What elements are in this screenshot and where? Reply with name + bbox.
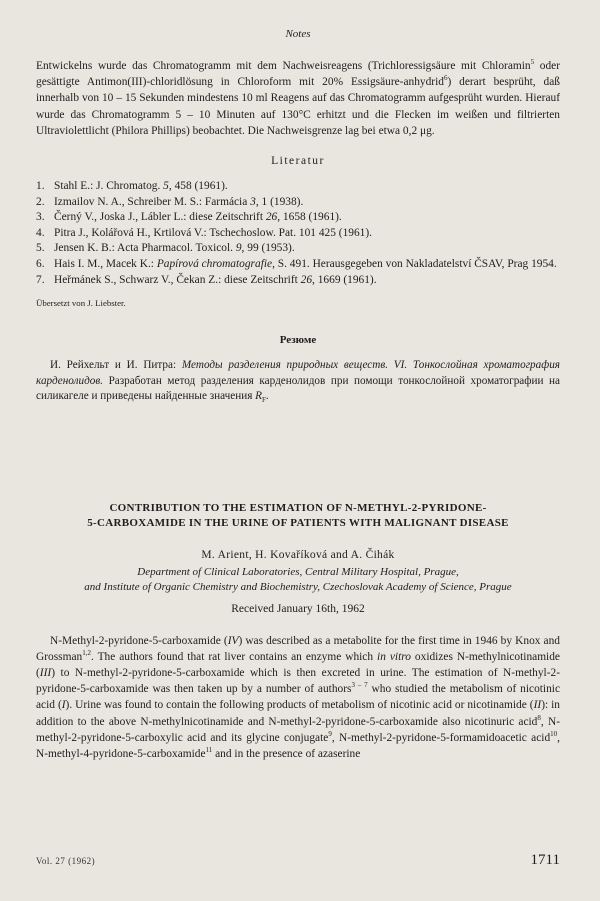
- reference-item: [36, 257, 560, 273]
- affiliation-line: and Institute of Organic Chemistry and Biochemistry, Czechoslovak Academy of Science, Prague: [84, 580, 512, 593]
- article-body-paragraph: [36, 633, 560, 763]
- translator-note: Übersetzt von J. Liebster.: [36, 298, 126, 309]
- reference-item: [36, 226, 560, 242]
- ref-italic: 9: [235, 242, 242, 255]
- reference-item: [36, 210, 560, 226]
- article-authors: M. Arient, H. Kovaříková and A. Čihák: [201, 548, 395, 561]
- page-number: 1711: [530, 852, 560, 868]
- text-run: , N-methyl-2-pyridone-5-carboxylic acid and its glycine conjugate: [36, 715, 560, 744]
- top-paragraph: [36, 58, 560, 139]
- ref-text: , 1658 (1961).: [277, 211, 342, 224]
- volume-info: Vol. 27 (1962): [36, 856, 96, 866]
- article-title: [36, 501, 560, 531]
- text-run: ) derart besprüht, daß innerhalb von 10 – 15 Sekunden mindestens 10 ml Reagens auf das Chromatogramm aufgesprüht wurden. Hierauf wurde das Chromatogramm 5 – 10 Minuten auf 130°C erhitzt und die Flecken im weißen und filtrierten Ultraviolettlicht (Philora Phillips) beobachtet. Die Nachweisgrenze lag bei etwa 0,2 μg.: [36, 76, 560, 137]
- ref-number: 1.: [36, 180, 45, 193]
- compound-label: II: [533, 699, 542, 712]
- rezume-body: Разработан метод разделения карденолидов при помощи тонкослойной хроматографии на силикагеле и приведены найденные значения: [36, 374, 560, 402]
- reference-item: [36, 195, 560, 211]
- ref-superscript: 5: [530, 58, 535, 67]
- ref-text: Izmailov N. A., Schreiber M. S.: Farmácia: [54, 195, 251, 208]
- text-run: . The authors found that rat liver contains an enzyme which: [90, 650, 378, 663]
- ref-italic: 5: [163, 180, 169, 193]
- rf-subscript: F: [261, 396, 266, 405]
- ref-italic: Papírová chromatografie: [156, 257, 273, 270]
- ref-text: Heřmánek S., Schwarz V., Čekan Z.: diese Zeitschrift: [54, 273, 301, 286]
- ref-text: Jensen K. B.: Acta Pharmacol. Toxicol.: [54, 242, 236, 255]
- ref-superscript: 10: [550, 730, 558, 739]
- rf-symbol: R: [255, 389, 262, 402]
- ref-number: 7.: [36, 273, 45, 286]
- text-run: ) to N-methyl-2-pyridone-5-carboxamide which is then excreted in urine. The estimation of N-methyl-2-pyridone-5-carboxamide was then taken up by a number of authors: [36, 667, 560, 696]
- article-affiliation: [36, 565, 560, 595]
- ref-superscript: 11: [205, 746, 213, 755]
- text-run: and in the presence of azaserine: [212, 748, 361, 761]
- ref-text: , 1669 (1961).: [312, 273, 377, 286]
- rezume-title: Методы разделения природных веществ. VI. Тонкослойная хроматография карденолидов.: [36, 359, 560, 387]
- text-run: oder gesättigte Antimon(III)-chloridlösung in Chloroform mit 20% Essigsäure-anhydrid: [36, 60, 561, 89]
- text-run: .: [265, 389, 269, 402]
- ref-superscript: 9: [328, 730, 332, 739]
- literatur-heading: Literatur: [271, 155, 325, 168]
- text-run: ) was described as a metabolite for the first time in 1946 by Knox and Grossman: [36, 634, 560, 663]
- ref-text: , 458 (1961).: [168, 180, 228, 193]
- ref-number: 4.: [36, 226, 45, 239]
- title-line: CONTRIBUTION TO THE ESTIMATION OF N-METHYL-2-PYRIDONE-: [109, 501, 487, 514]
- rezume-heading: Резюме: [279, 334, 317, 347]
- text-run: , N-methyl-2-pyridone-5-formamidoacetic acid: [331, 731, 551, 744]
- ref-text: Černý V., Joska J., Lábler L.: diese Zeitschrift: [54, 211, 266, 224]
- ref-italic: 26: [300, 273, 313, 286]
- title-line: 5-CARBOXAMIDE IN THE URINE OF PATIENTS WITH MALIGNANT DISEASE: [87, 516, 509, 529]
- ref-superscript: 1,2: [82, 649, 91, 658]
- ref-text: , 1 (1938).: [255, 195, 304, 208]
- ref-superscript: 8: [537, 713, 541, 722]
- section-gap: [36, 409, 560, 501]
- reference-item: [36, 273, 560, 289]
- text-run: , N-methyl-4-pyridone-5-carboxamide: [36, 731, 561, 761]
- italic-term: in vitro: [377, 650, 411, 663]
- compound-label: IV: [227, 634, 239, 647]
- ref-italic: 26: [265, 211, 278, 224]
- ref-text: Stahl E.: J. Chromatog.: [54, 180, 164, 193]
- text-run: N-Methyl-2-pyridone-5-carboxamide (: [50, 634, 228, 647]
- rezume-authors: И. Рейхельт и И. Питра:: [50, 359, 182, 372]
- compound-label: III: [39, 667, 52, 680]
- text-run: who studied the metabolism of nicotinic acid (: [36, 683, 561, 712]
- text-run: oxidizes N-methylnicotinamide (: [36, 650, 560, 680]
- reference-item: [36, 241, 560, 257]
- ref-text: , S. 491. Herausgegeben von Nakladatelství ČSAV, Prag 1954.: [272, 257, 557, 270]
- ref-italic: 3: [250, 195, 256, 208]
- text-run: ): in addition to the above N-methylnicotinamide and N-methyl-2-pyridone-5-carboxamide also nicotinuric acid: [36, 699, 560, 728]
- ref-number: 6.: [36, 257, 45, 270]
- ref-text: , 99 (1953).: [241, 242, 295, 255]
- rezume-paragraph: [36, 358, 560, 408]
- affiliation-line: Department of Clinical Laboratories, Central Military Hospital, Prague,: [137, 565, 459, 578]
- ref-number: 5.: [36, 242, 45, 255]
- reference-list: [36, 179, 560, 288]
- ref-superscript: 6: [443, 74, 448, 83]
- received-date: Received January 16th, 1962: [231, 602, 365, 615]
- running-head: Notes: [285, 28, 311, 40]
- compound-label: I: [61, 699, 66, 712]
- ref-number: 2.: [36, 195, 45, 208]
- ref-number: 3.: [36, 211, 45, 224]
- text-run: Entwickelns wurde das Chromatogramm mit dem Nachweisreagens (Trichloressigsäure mit Chloramin: [36, 60, 531, 72]
- text-run: ). Urine was found to contain the following products of metabolism of nicotinic acid or nicotinamide (: [65, 699, 534, 712]
- ref-text: Pitra J., Kolářová H., Krtilová V.: Tschechoslow. Pat. 101 425 (1961).: [54, 226, 373, 239]
- page-footer: [36, 852, 560, 869]
- ref-superscript: 3 – 7: [351, 681, 368, 690]
- ref-text: Hais I. M., Macek K.:: [54, 257, 157, 270]
- reference-item: [36, 179, 560, 195]
